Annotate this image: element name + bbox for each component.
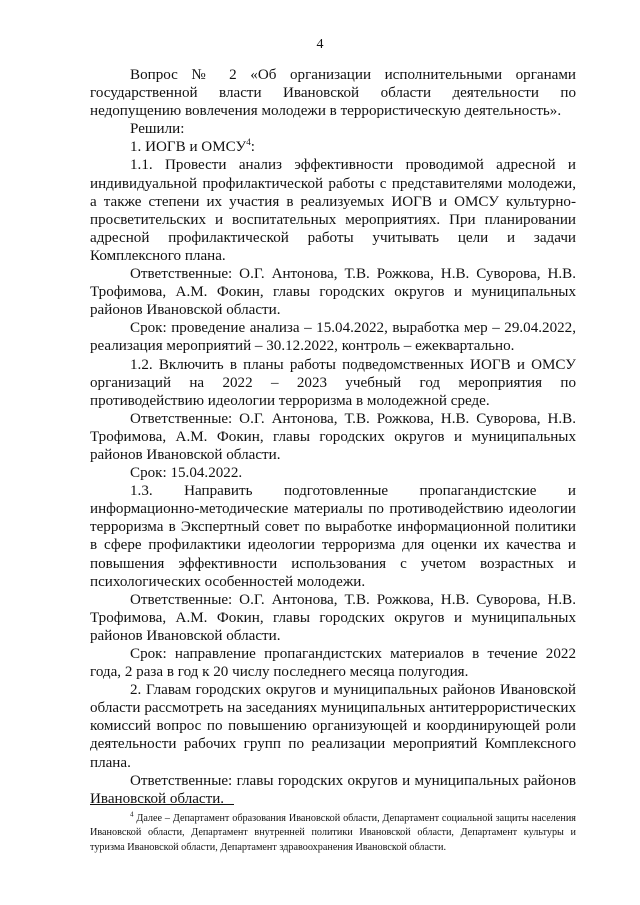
item-1-1-deadline: Срок: проведение анализа – 15.04.2022, выработка мер – 29.04.2022, реализация мероприятий – 30.12.2022, контроль – ежеквартально. — [90, 320, 576, 355]
item-1-3-deadline: Срок: направление пропагандистских материалов в течение 2022 года, 2 раза в год к 20 числу последнего месяца полугодия. — [90, 646, 576, 681]
footnote-text: Далее – Департамент образования Ивановской области, Департамент социальной защиты населения Ивановской области, Департамент внутренней политики Ивановской области, Департамент культуры и туризма Ивановской области, Департамент здравоохранения Ивановской области. — [90, 813, 576, 853]
footnote-reference: 4 — [246, 137, 251, 148]
question-heading: Вопрос № 2 «Об организации исполнительными органами государственной власти Ивановской области деятельности по недопущению вовлечения молодежи в террористическую деятельность». — [90, 67, 576, 120]
item-1-1-text: 1.1. Провести анализ эффективности проводимой адресной и индивидуальной профилактической работы с представителями молодежи, а также степени их участия в реализуемых ИОГВ и ОМСУ культурно-просветительских и воспитательных мероприятиях. При планировании адресной профилактической работы учитывать цели и задачи Комплексного плана. — [90, 157, 576, 264]
item-1-3-text: 1.3. Направить подготовленные пропагандистские и информационно-методические материалы по противодействию идеологии терроризма в Экспертный совет по выработке информационной политики в сфере профилактики идеологии терроризма для оценки их качества и повышения эффективности использования с учетом возрастных и психологических особенностей молодежи. — [90, 483, 576, 590]
item-1-text: 1. ИОГВ и ОМСУ — [130, 139, 247, 156]
item-1-1-responsible: Ответственные: О.Г. Антонова, Т.В. Рожкова, Н.В. Суворова, Н.В. Трофимова, А.М. Фокин, главы городских округов и муниципальных районов Ивановской области. — [90, 266, 576, 319]
item-1-heading — [90, 138, 576, 156]
page-number: 4 — [316, 37, 324, 52]
footnote-mark: 4 — [130, 810, 134, 819]
item-1-2-text: 1.2. Включить в планы работы подведомственных ИОГВ и ОМСУ организаций на 2022 – 2023 учебный год мероприятия по противодействию идеологии терроризма в молодежной среде. — [90, 356, 576, 409]
footnote-divider — [90, 804, 234, 805]
item-2-text: 2. Главам городских округов и муниципальных районов Ивановской области рассмотреть на заседаниях муниципальных антитеррористических комиссий вопрос по повышению организующей и координирующей роли деятельности рабочих групп по реализации мероприятий Комплексного плана. — [90, 682, 576, 771]
item-1-colon: : — [250, 139, 255, 156]
item-1-2-responsible: Ответственные: О.Г. Антонова, Т.В. Рожкова, Н.В. Суворова, Н.В. Трофимова, А.М. Фокин, главы городских округов и муниципальных районов Ивановской области. — [90, 410, 576, 463]
item-1-2-deadline: Срок: 15.04.2022. — [130, 465, 243, 482]
item-1-3-responsible: Ответственные: О.Г. Антонова, Т.В. Рожкова, Н.В. Суворова, Н.В. Трофимова, А.М. Фокин, главы городских округов и муниципальных районов Ивановской области. — [90, 591, 576, 644]
document-body — [90, 66, 576, 808]
item-2-responsible: Ответственные: главы городских округов и муниципальных районов Ивановской области. — [90, 772, 576, 807]
footnote — [90, 812, 576, 855]
decided-label: Решили: — [130, 121, 185, 138]
